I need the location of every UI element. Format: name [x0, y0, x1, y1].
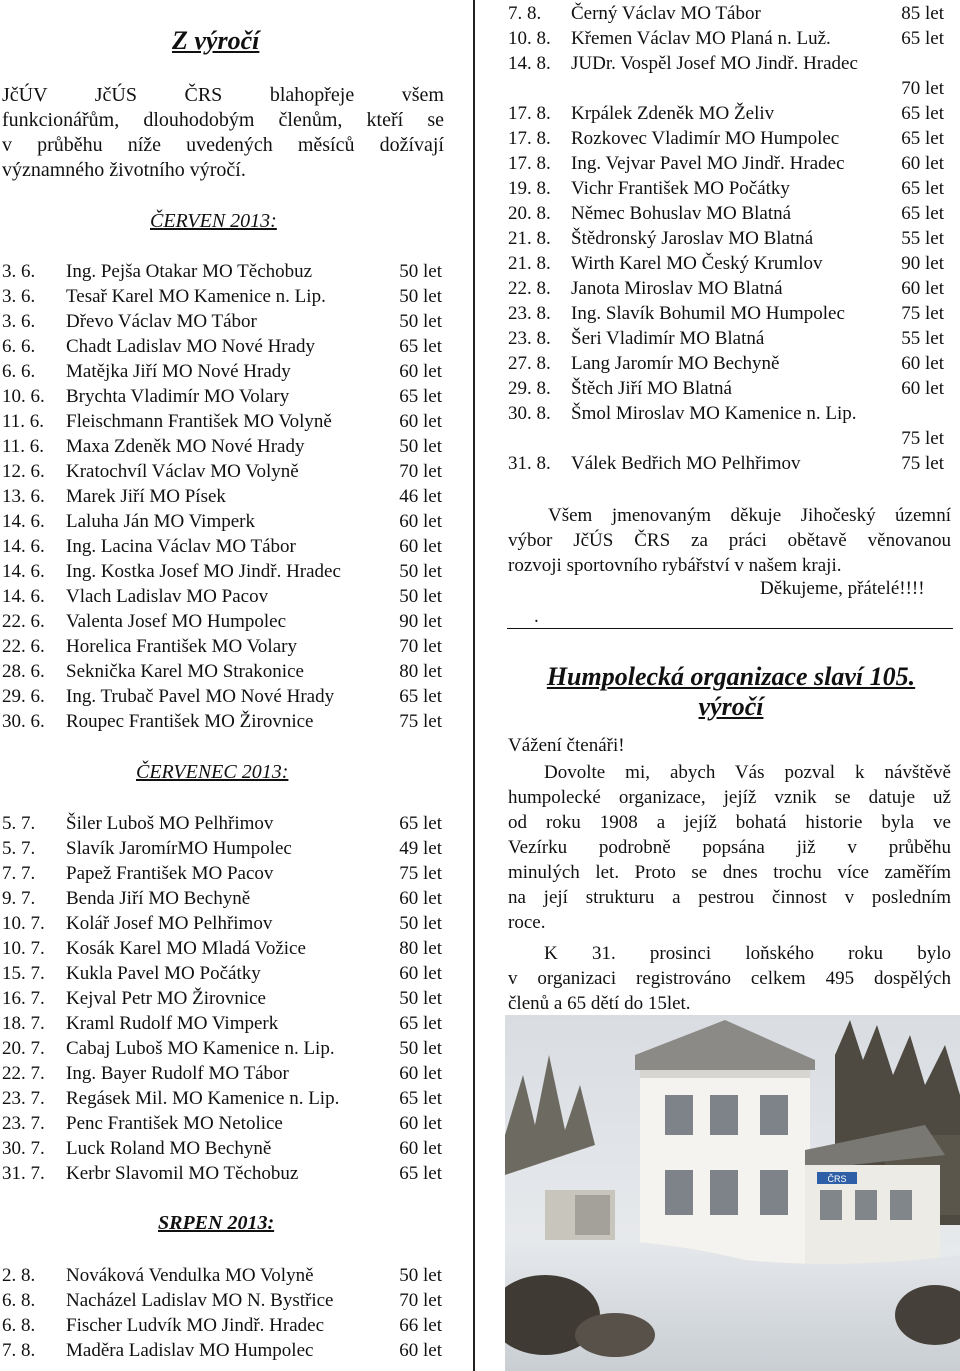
section-heading-june: ČERVEN 2013:: [150, 210, 277, 232]
anniversary-row: [2, 1288, 442, 1313]
anniversary-row: [508, 276, 944, 301]
august-list-continued: [508, 1, 944, 476]
row-date: 22. 8.: [508, 278, 551, 299]
anniversary-row: [508, 51, 944, 76]
row-name: Tesař Karel MO Kamenice n. Lip.: [66, 286, 326, 307]
row-date: 20. 7.: [2, 1038, 45, 1059]
row-years: 65 let: [901, 28, 944, 49]
row-years: 50 let: [399, 988, 442, 1009]
row-years: 75 let: [399, 863, 442, 884]
row-years: 65 let: [399, 1088, 442, 1109]
row-date: 2. 8.: [2, 1265, 36, 1286]
row-name: Marek Jiří MO Písek: [66, 486, 226, 507]
anniversary-row: [2, 434, 442, 459]
row-years: 65 let: [399, 386, 442, 407]
row-date: 14. 6.: [2, 511, 45, 532]
anniversary-row: [2, 334, 442, 359]
anniversary-row: [2, 811, 442, 836]
row-name: Ing. Vejvar Pavel MO Jindř. Hradec: [571, 153, 845, 174]
row-name: Fleischmann František MO Volyně: [66, 411, 332, 432]
anniversary-row: [508, 26, 944, 51]
row-years: 55 let: [901, 228, 944, 249]
row-date: 17. 8.: [508, 103, 551, 124]
anniversary-row: [2, 609, 442, 634]
body-line: Dovolte mi, abych Vás pozval k návštěvě: [544, 762, 951, 783]
row-name: Benda Jiří MO Bechyně: [66, 888, 251, 909]
row-years: 70 let: [901, 78, 944, 99]
row-name: Ing. Bayer Rudolf MO Tábor: [66, 1063, 289, 1084]
section-heading-august: SRPEN 2013:: [158, 1212, 275, 1234]
row-date: 5. 7.: [2, 813, 36, 834]
row-years: 75 let: [901, 453, 944, 474]
row-name: Šeri Vladimír MO Blatná: [571, 328, 765, 349]
body-line: členů a 65 dětí do 15let.: [508, 993, 691, 1014]
row-date: 6. 8.: [2, 1315, 36, 1336]
anniversary-row: [2, 709, 442, 734]
row-name: Lang Jaromír MO Bechyně: [571, 353, 780, 374]
row-years: 65 let: [399, 336, 442, 357]
row-years: 60 let: [399, 1340, 442, 1361]
article-title-line2: výročí: [698, 692, 764, 721]
row-date: 10. 7.: [2, 913, 45, 934]
row-years: 70 let: [399, 1290, 442, 1311]
row-date: 14. 6.: [2, 536, 45, 557]
row-years: 50 let: [399, 1265, 442, 1286]
anniversary-row: [2, 1338, 442, 1363]
intro-paragraph: [2, 83, 444, 183]
row-years: 66 let: [399, 1315, 442, 1336]
row-years: 85 let: [901, 3, 944, 24]
row-years: 60 let: [399, 536, 442, 557]
anniversary-row: [508, 401, 944, 426]
row-date: 10. 6.: [2, 386, 45, 407]
signoff: Děkujeme, přátelé!!!!: [760, 578, 925, 599]
anniversaries-title: Z výročí: [172, 26, 260, 55]
anniversary-row: [2, 836, 442, 861]
row-name: Kerbr Slavomil MO Těchobuz: [66, 1163, 299, 1184]
anniversary-row: [508, 76, 944, 101]
anniversary-row: [508, 101, 944, 126]
anniversary-row: [508, 326, 944, 351]
row-date: 21. 8.: [508, 253, 551, 274]
row-years: 60 let: [901, 278, 944, 299]
article-title-line1: Humpolecká organizace slaví 105.: [546, 662, 916, 691]
anniversary-row: [508, 301, 944, 326]
thanks-line: výbor JčÚS ČRS za práci obětavě věnovanou: [508, 530, 951, 551]
anniversary-row: [2, 509, 442, 534]
row-name: Štěch Jiří MO Blatná: [571, 378, 732, 399]
anniversary-row: [2, 309, 442, 334]
row-years: 70 let: [399, 461, 442, 482]
row-name: Valenta Josef MO Humpolec: [66, 611, 287, 632]
row-name: Roupec František MO Žirovnice: [66, 711, 314, 732]
row-name: Ing. Pejša Otakar MO Těchobuz: [66, 261, 313, 282]
row-name: Papež František MO Pacov: [66, 863, 274, 884]
anniversary-row: [2, 259, 442, 284]
row-years: 60 let: [901, 378, 944, 399]
anniversary-row: [2, 886, 442, 911]
body-line: K 31. prosinci loňského roku bylo: [544, 943, 951, 964]
row-name: Kraml Rudolf MO Vimperk: [66, 1013, 279, 1034]
clubhouse-photo: [505, 1015, 960, 1371]
anniversary-row: [2, 986, 442, 1011]
row-years: 50 let: [399, 1038, 442, 1059]
row-date: 6. 6.: [2, 361, 36, 382]
intro-line: funkcionářům, dlouhodobým členům, kteří se: [2, 109, 444, 131]
row-years: 60 let: [399, 1138, 442, 1159]
article-body: [508, 760, 951, 1016]
row-name: Rozkovec Vladimír MO Humpolec: [571, 128, 840, 149]
row-years: 65 let: [399, 1163, 442, 1184]
row-date: 3. 6.: [2, 261, 36, 282]
row-date: 16. 7.: [2, 988, 45, 1009]
anniversary-row: [2, 284, 442, 309]
row-date: 5. 7.: [2, 838, 36, 859]
section-heading-july: ČERVENEC 2013:: [136, 761, 289, 783]
row-name: Ing. Lacina Václav MO Tábor: [66, 536, 296, 557]
row-name: Matějka Jiří MO Nové Hrady: [66, 361, 291, 382]
row-date: 20. 8.: [508, 203, 551, 224]
row-name: Seknička Karel MO Strakonice: [66, 661, 304, 682]
row-years: 60 let: [399, 1113, 442, 1134]
anniversary-row: [2, 961, 442, 986]
anniversary-row: [2, 1263, 442, 1288]
section-rule: [507, 628, 953, 629]
anniversary-row: [2, 559, 442, 584]
row-years: 50 let: [399, 286, 442, 307]
body-line: Vezírku podrobně popsána již v průběhu: [508, 837, 951, 858]
row-years: 90 let: [901, 253, 944, 274]
body-line: roce.: [508, 912, 546, 933]
anniversary-row: [2, 1011, 442, 1036]
anniversary-row: [2, 684, 442, 709]
row-years: 65 let: [399, 686, 442, 707]
row-years: 80 let: [399, 661, 442, 682]
row-years: 90 let: [399, 611, 442, 632]
row-years: 60 let: [399, 888, 442, 909]
anniversary-row: [508, 126, 944, 151]
thanks-line: rozvoji sportovního rybářství v našem kraji.: [508, 555, 842, 576]
row-name: Fischer Ludvík MO Jindř. Hradec: [66, 1315, 325, 1336]
row-name: Kosák Karel MO Mladá Vožice: [66, 938, 306, 959]
row-years: 65 let: [901, 128, 944, 149]
row-years: 60 let: [399, 511, 442, 532]
row-date: 13. 6.: [2, 486, 45, 507]
row-years: 60 let: [399, 361, 442, 382]
row-name: Kejval Petr MO Žirovnice: [66, 988, 266, 1009]
august-list: [2, 1263, 442, 1363]
row-date: 21. 8.: [508, 228, 551, 249]
row-years: 60 let: [901, 353, 944, 374]
row-years: 65 let: [399, 1013, 442, 1034]
row-date: 9. 7.: [2, 888, 36, 909]
anniversary-row: [2, 659, 442, 684]
row-years: 65 let: [901, 103, 944, 124]
row-years: 60 let: [399, 963, 442, 984]
row-name: Regásek Mil. MO Kamenice n. Lip.: [66, 1088, 340, 1109]
row-years: 50 let: [399, 561, 442, 582]
row-date: 23. 8.: [508, 328, 551, 349]
anniversary-row: [508, 176, 944, 201]
anniversary-row: [508, 1, 944, 26]
row-years: 75 let: [901, 428, 944, 449]
row-name: Laluha Ján MO Vimperk: [66, 511, 255, 532]
anniversary-row: [2, 359, 442, 384]
row-years: 55 let: [901, 328, 944, 349]
row-years: 50 let: [399, 261, 442, 282]
row-date: 10. 7.: [2, 938, 45, 959]
body-line: od roku 1908 a jejíž bohatá historie byla ve: [508, 812, 951, 833]
row-date: 7. 7.: [2, 863, 36, 884]
anniversary-row: [508, 201, 944, 226]
row-name: Kratochvíl Václav MO Volyně: [66, 461, 299, 482]
row-name: Vichr František MO Počátky: [571, 178, 790, 199]
row-name: Vlach Ladislav MO Pacov: [66, 586, 269, 607]
anniversary-row: [508, 226, 944, 251]
anniversary-row: [2, 584, 442, 609]
row-date: 22. 6.: [2, 611, 45, 632]
anniversary-row: [2, 1111, 442, 1136]
row-date: 6. 6.: [2, 336, 36, 357]
row-years: 60 let: [399, 411, 442, 432]
anniversary-row: [2, 1086, 442, 1111]
row-years: 60 let: [901, 153, 944, 174]
row-name: Maxa Zdeněk MO Nové Hrady: [66, 436, 305, 457]
row-date: 17. 8.: [508, 128, 551, 149]
body-line: na její strukturu a pestrou činnost v posledním: [508, 887, 951, 908]
row-name: Šmol Miroslav MO Kamenice n. Lip.: [571, 403, 857, 424]
thanks-line: Všem jmenovaným děkuje Jihočeský územní: [548, 505, 951, 526]
row-name: Ing. Trubač Pavel MO Nové Hrady: [66, 686, 335, 707]
row-name: Válek Bedřich MO Pelhřimov: [571, 453, 801, 474]
row-name: Ing. Slavík Bohumil MO Humpolec: [571, 303, 845, 324]
column-divider: [473, 0, 475, 1371]
body-line: humpolecké organizace, jejíž vznik se datuje už: [508, 787, 951, 808]
row-name: Janota Miroslav MO Blatná: [571, 278, 783, 299]
anniversary-row: [508, 426, 944, 451]
anniversary-row: [2, 1061, 442, 1086]
row-years: 65 let: [399, 813, 442, 834]
intro-line: významného životního výročí.: [2, 159, 246, 181]
row-name: Křemen Václav MO Planá n. Luž.: [571, 28, 831, 49]
row-name: Němec Bohuslav MO Blatná: [571, 203, 792, 224]
row-name: Cabaj Luboš MO Kamenice n. Lip.: [66, 1038, 335, 1059]
thanks-paragraph: [508, 503, 951, 578]
row-years: 80 let: [399, 938, 442, 959]
june-list: [2, 259, 442, 734]
anniversary-row: [508, 151, 944, 176]
row-years: 46 let: [399, 486, 442, 507]
row-date: 7. 8.: [508, 3, 542, 24]
row-years: 70 let: [399, 636, 442, 657]
row-date: 31. 8.: [508, 453, 551, 474]
row-date: 29. 8.: [508, 378, 551, 399]
row-name: Štědronský Jaroslav MO Blatná: [571, 228, 814, 249]
article-title: [505, 662, 957, 722]
row-name: Šiler Luboš MO Pelhřimov: [66, 813, 274, 834]
anniversary-row: [2, 634, 442, 659]
anniversary-row: [508, 451, 944, 476]
row-date: 30. 7.: [2, 1138, 45, 1159]
row-name: Kolář Josef MO Pelhřimov: [66, 913, 273, 934]
stray-dot: .: [534, 606, 539, 627]
anniversary-row: [2, 1161, 442, 1186]
anniversary-row: [508, 376, 944, 401]
row-name: Kukla Pavel MO Počátky: [66, 963, 261, 984]
row-date: 14. 8.: [508, 53, 551, 74]
anniversary-row: [2, 534, 442, 559]
row-years: 65 let: [901, 178, 944, 199]
row-name: Maděra Ladislav MO Humpolec: [66, 1340, 314, 1361]
row-date: 3. 6.: [2, 286, 36, 307]
anniversary-row: [2, 911, 442, 936]
row-date: 30. 8.: [508, 403, 551, 424]
row-name: Penc František MO Netolice: [66, 1113, 283, 1134]
club-sign: ČRS: [827, 1174, 847, 1184]
anniversary-row: [508, 251, 944, 276]
row-date: 6. 8.: [2, 1290, 36, 1311]
intro-line: JčÚV JčÚS ČRS blahopřeje všem: [2, 84, 444, 106]
row-name: Wirth Karel MO Český Krumlov: [571, 253, 823, 274]
row-date: 12. 6.: [2, 461, 45, 482]
anniversary-row: [2, 484, 442, 509]
row-years: 75 let: [399, 711, 442, 732]
row-years: 49 let: [399, 838, 442, 859]
row-name: Brychta Vladimír MO Volary: [66, 386, 290, 407]
anniversary-row: [2, 384, 442, 409]
anniversary-row: [2, 1313, 442, 1338]
row-date: 23. 7.: [2, 1113, 45, 1134]
row-years: 50 let: [399, 586, 442, 607]
row-date: 18. 7.: [2, 1013, 45, 1034]
row-years: 65 let: [901, 203, 944, 224]
row-date: 27. 8.: [508, 353, 551, 374]
anniversary-row: [508, 351, 944, 376]
row-date: 19. 8.: [508, 178, 551, 199]
row-date: 17. 8.: [508, 153, 551, 174]
row-date: 3. 6.: [2, 311, 36, 332]
row-date: 23. 8.: [508, 303, 551, 324]
row-date: 11. 6.: [2, 411, 45, 432]
anniversary-row: [2, 459, 442, 484]
row-name: Nacházel Ladislav MO N. Bystřice: [66, 1290, 334, 1311]
row-years: 50 let: [399, 436, 442, 457]
body-line: v organizaci registrováno celkem 495 dospělých: [508, 968, 951, 989]
anniversary-row: [2, 409, 442, 434]
row-date: 15. 7.: [2, 963, 45, 984]
row-years: 60 let: [399, 1063, 442, 1084]
row-date: 7. 8.: [2, 1340, 36, 1361]
row-name: Nováková Vendulka MO Volyně: [66, 1265, 314, 1286]
row-name: Dřevo Václav MO Tábor: [66, 311, 257, 332]
row-date: 28. 6.: [2, 661, 45, 682]
row-years: 50 let: [399, 311, 442, 332]
row-date: 22. 7.: [2, 1063, 45, 1084]
anniversary-row: [2, 1036, 442, 1061]
row-name: JUDr. Vospěl Josef MO Jindř. Hradec: [571, 53, 858, 74]
row-date: 23. 7.: [2, 1088, 45, 1109]
row-date: 14. 6.: [2, 586, 45, 607]
row-name: Krpálek Zdeněk MO Želiv: [571, 103, 775, 124]
anniversary-row: [2, 936, 442, 961]
row-date: 11. 6.: [2, 436, 45, 457]
row-date: 14. 6.: [2, 561, 45, 582]
july-list: [2, 811, 442, 1186]
anniversary-row: [2, 861, 442, 886]
row-date: 22. 6.: [2, 636, 45, 657]
row-years: 50 let: [399, 913, 442, 934]
row-name: Ing. Kostka Josef MO Jindř. Hradec: [66, 561, 341, 582]
row-date: 10. 8.: [508, 28, 551, 49]
anniversary-row: [2, 1136, 442, 1161]
row-name: Chadt Ladislav MO Nové Hrady: [66, 336, 316, 357]
row-date: 29. 6.: [2, 686, 45, 707]
row-name: Černý Václav MO Tábor: [571, 3, 761, 24]
body-line: minulých let. Proto se dnes trochu více zaměřím: [508, 862, 951, 883]
row-date: 30. 6.: [2, 711, 45, 732]
row-name: Slavík JaromírMO Humpolec: [66, 838, 292, 859]
intro-line: v průběhu níže uvedených měsíců dožívají: [2, 134, 444, 156]
row-name: Luck Roland MO Bechyně: [66, 1138, 272, 1159]
row-date: 31. 7.: [2, 1163, 45, 1184]
row-name: Horelica František MO Volary: [66, 636, 297, 657]
row-years: 75 let: [901, 303, 944, 324]
salutation: Vážení čtenáři!: [508, 735, 625, 756]
